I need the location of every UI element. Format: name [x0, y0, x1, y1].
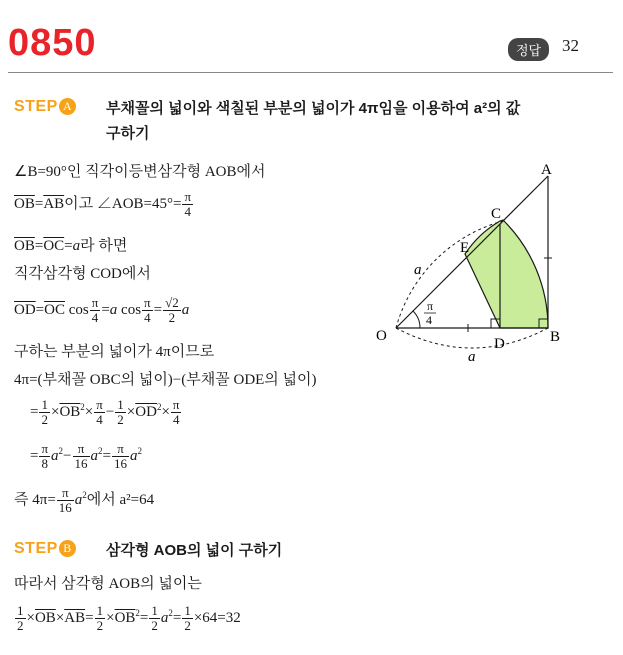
shaded-region	[465, 220, 548, 328]
seg-oc: $\overline{OC}$	[44, 301, 65, 318]
line-10-start: 즉 4π=	[14, 491, 56, 508]
step-a-letter: A	[59, 98, 76, 115]
text-line-3: $\overline{OB}=\overline{OC}=a$라 하면	[14, 238, 128, 254]
text-line-10: 즉 4π= $\frac{\pi}{16}$ $a^2$에서 a²=64	[14, 485, 155, 515]
step-a-title-cont: 구하기	[106, 125, 150, 142]
label-d: D	[494, 336, 505, 352]
label-o: O	[376, 328, 387, 344]
numerator: π	[184, 189, 192, 204]
seg-od: $\overline{OD}$	[14, 301, 36, 318]
angle-denominator: 4	[426, 313, 432, 327]
fraction: $\frac{\pi}{4}$	[144, 295, 151, 325]
text-line-9: = $\frac{\pi}{8}$ $a^2-$ $\frac{\pi}{16}$ $a^2=$ $\frac{\pi}{16}$ $a^2$	[30, 441, 142, 471]
seg-ob: $\overline{OB}$	[14, 195, 35, 212]
fraction: $\frac{\pi}{4}$	[91, 295, 99, 325]
text-line-4: 직각삼각형 COD에서	[14, 266, 151, 282]
seg-ab: $\overline{AB}$	[43, 195, 65, 212]
geometry-figure	[360, 158, 600, 368]
step-a-label: STEP	[14, 98, 58, 115]
text-line-5: $\overline{OD}=\overline{OC}$ cos $\frac{\pi}{4}$ =a cos $\frac{\pi}{4}$ = $\frac{√2}{2}$ a	[14, 295, 190, 325]
answer-value: 32	[562, 36, 579, 55]
fraction: $\frac{√2}{2}$	[165, 295, 179, 325]
step-b-title: 삼각형 AOB의 넓이 구하기	[106, 542, 283, 559]
answer-badge: 정답	[508, 38, 549, 61]
text-line-12: $\frac{1}{2}$ $\times\overline{OB}\times\overline{AB}=$ $\frac{1}{2}$ $\times\overline{OB}^2=$ $\frac{1}{2}$ $a^2=$ $\frac{1}{2}$ ×64=32	[17, 603, 241, 633]
denominator: 4	[184, 204, 192, 219]
bottom-arc	[396, 328, 548, 348]
label-c: C	[491, 206, 502, 222]
label-e: E	[460, 240, 470, 256]
text-line-1: ∠B=90°인 직각이등변삼각형 AOB에서	[14, 164, 266, 180]
step-a-heading	[14, 98, 76, 116]
line-2-text: 이고 ∠AOB=45°=	[64, 195, 182, 212]
seg-ob: $\overline{OB}$	[14, 238, 35, 254]
text-line-7: 4π=(부채꼴 OBC의 넓이)−(부채꼴 ODE의 넓이)	[14, 372, 317, 388]
fraction	[182, 190, 193, 219]
label-bottom-a: a	[468, 349, 476, 365]
text-line-11: 따라서 삼각형 AOB의 넓이는	[14, 576, 202, 592]
text-line-6: 구하는 부분의 넓이가 4π이므로	[14, 344, 215, 360]
label-side-a: a	[414, 262, 422, 278]
text-line-2: $\overline{OB}=\overline{AB}$이고 ∠AOB=45°= $\frac{\pi}{4}$	[14, 189, 192, 219]
header-divider	[8, 72, 613, 73]
angle-numerator: π	[427, 299, 434, 313]
step-b-heading	[14, 540, 76, 558]
line-10-end: 에서 a²=64	[86, 491, 155, 508]
line-12-end: ×64=32	[193, 609, 241, 626]
label-b: B	[550, 329, 561, 345]
text-line-8: = $\frac{1}{2}$ $\times\overline{OB}^2\times$ $\frac{\pi}{4}$ − $\frac{1}{2}$ $\times\overline{OD}^2\times$ $\frac{\pi}{4}$	[30, 397, 180, 427]
step-a-title: 부채꼴의 넓이와 색칠된 부분의 넓이가 4π임을 이용하여 a²의 값	[106, 100, 521, 117]
seg-oc: $\overline{OC}$	[43, 238, 65, 254]
problem-number: 0850	[8, 22, 97, 64]
angle-arc	[413, 311, 420, 328]
step-b-letter: B	[59, 540, 76, 557]
label-a: A	[541, 162, 552, 178]
step-b-label: STEP	[14, 540, 58, 557]
line-3-text: 라 하면	[80, 238, 128, 254]
